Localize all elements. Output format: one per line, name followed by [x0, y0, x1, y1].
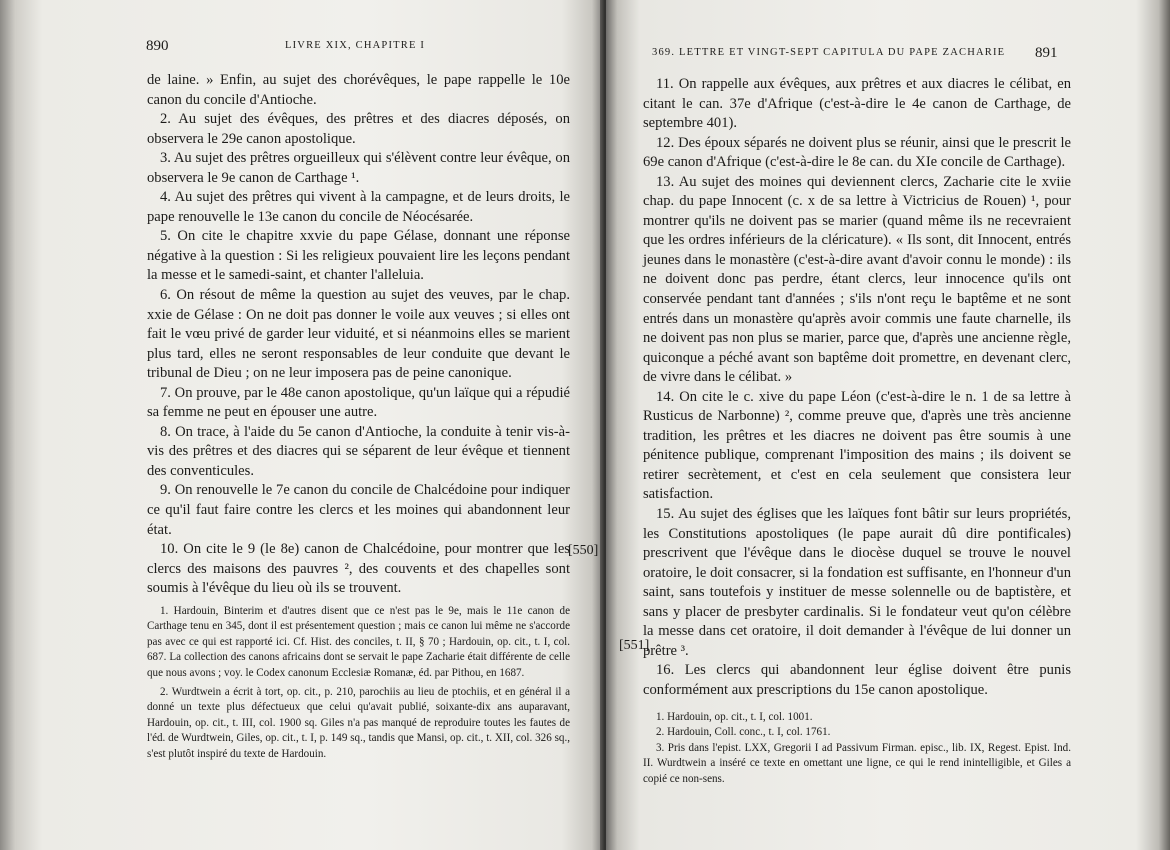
paragraph: 5. On cite le chapitre xxvie du pape Gélase, donnant une réponse négative à la question : Si les religieux pouvaient lire les leçons pendant la messe et le samedi-saint, et chanter l'alleluia. [147, 228, 570, 284]
footnote: 3. Pris dans l'epist. LXX, Gregorii I ad Passivum Firman. episc., lib. IX, Regest. Epist. Ind. II. Wurdtwein a inséré ce texte en omettant une ligne, ce qui le rend inintelligible, et Giles a copié ce non-sens. [643, 741, 1071, 785]
paragraph: 16. Les clercs qui abandonnent leur église doivent être punis conformément aux prescriptions du 15e canon apostolique. [643, 662, 1071, 698]
footnote: 1. Hardouin, Binterim et d'autres disent que ce n'est pas le 9e, mais le 11e canon de Carthage tenu en 345, dont il est présentement question ; mais ce canon lui même ne s'accorde pas avec ce qui est rapporté ici. Cf. Hist. des conciles, t. II, § 70 ; Hardouin, op. cit., t. I, col. 687. La collection des canons africains dont se servait le pape Zacharie était différente de celle que nous avons ; voy. le Codex canonum Ecclesiæ Romanæ, éd. par Pithou, en 1687. [147, 605, 570, 679]
right-page [606, 0, 1170, 850]
footnote: 1. Hardouin, op. cit., t. I, col. 1001. [656, 711, 813, 723]
paragraph: 2. Au sujet des évêques, des prêtres et des diacres déposés, on observera le 29e canon apostolique. [147, 111, 570, 147]
paragraph: 11. On rappelle aux évêques, aux prêtres et aux diacres le célibat, en citant le can. 37e d'Afrique (c'est-à-dire le 4e canon de Carthage, de septembre 401). [643, 76, 1071, 132]
paragraph: 3. Au sujet des prêtres orgueilleux qui s'élèvent contre leur évêque, on observera le 9e canon de Carthage ¹. [147, 150, 570, 186]
left-body [147, 71, 570, 599]
running-head: 369. LETTRE ET VINGT-SEPT CAPITULA DU PAPE ZACHARIE [652, 47, 1006, 58]
paragraph: de laine. » Enfin, au sujet des chorévêques, le pape rappelle le 10e canon du concile d'Antioche. [147, 72, 570, 108]
paragraph: 15. Au sujet des églises que les laïques font bâtir sur leurs propriétés, les Constitutions apostoliques (le pape aurait dû dire pontificales) prescrivent que l'évêque dans le diocèse duquel se trouve le nouvel oratoire, le doit consacrer, si la fondation est suffisante, en l'honneur d'un saint, sans toutefois y instituer de messe solennelle ou de baptistère, et sans y placer de presbyter cardinalis. Si le fondateur veut qu'on célèbre la messe dans cet oratoire, il doit demander à l'évêque de lui donner un prêtre ³. [643, 506, 1071, 659]
paragraph: 4. Au sujet des prêtres qui vivent à la campagne, et de leurs droits, le pape renouvelle le 13e canon du concile de Néocésarée. [147, 189, 570, 225]
paragraph: 6. On résout de même la question au sujet des veuves, par le chap. xxie de Gélase : On ne doit pas donner le voile aux veuves ; si elles ont fait le vœu privé de garder leur viduité, et si néanmoins elles se marient plus tard, elles ne seront responsables de leur conduite que devant le tribunal de Dieu ; on ne leur imposera pas de peine canonique. [147, 287, 570, 382]
paragraph: 12. Des époux séparés ne doivent plus se réunir, ainsi que le prescrit le 69e canon d'Afrique (c'est-à-dire le 8e can. du XIe concile de Carthage). [643, 134, 1071, 171]
paragraph: 9. On renouvelle le 7e canon du concile de Chalcédoine pour indiquer ce qu'il faut faire contre les clercs et les moines qui abandonnent leur état. [147, 482, 570, 538]
right-footnotes [643, 710, 1071, 787]
page-number: 891 [1035, 45, 1058, 61]
margin-page-mark: [550] [568, 543, 599, 558]
page-number: 890 [146, 38, 169, 54]
footnote: 2. Wurdtwein a écrit à tort, op. cit., p. 210, parochiis au lieu de ptochiis, et en général il a donné un texte plus défectueux que celui qu'avait publié, soixante-dix ans auparavant, Hardouin, op. cit., t. III, col. 1900 sq. Giles n'a pas manqué de reproduire toutes les fautes de l'éd. de Wurdtwein, Giles, op. cit., t. I, p. 149 sq., tandis que Mansi, op. cit., t. XII, col. 326 sq., s'est plutôt inspiré du texte de Hardouin. [147, 686, 570, 760]
footnote: 2. Hardouin, Coll. conc., t. I, col. 1761. [656, 726, 831, 739]
paragraph: 7. On prouve, par le 48e canon apostolique, qu'un laïque qui a répudié sa femme ne peut en épouser une autre. [147, 384, 570, 421]
paragraph: 14. On cite le c. xive du pape Léon (c'est-à-dire le n. 1 de sa lettre à Rusticus de Narbonne) ², comme preuve que, d'après une très ancienne tradition, les prêtres et les diacres ne doivent pas être soumis à une pénitence publique, comprenant l'imposition des mains ; ils doivent se retirer secrètement, et c'est en cela seulement que consistera leur satisfaction. [643, 388, 1071, 503]
margin-page-mark: [551] [619, 638, 650, 653]
left-footnotes [147, 604, 570, 762]
paragraph: 8. On trace, à l'aide du 5e canon d'Antioche, la conduite à tenir vis-à-vis des prêtres et des diacres qui se séparent de leur évêque et tiennent des conventicules. [147, 423, 570, 479]
running-head: LIVRE XIX, CHAPITRE I [285, 40, 426, 51]
paragraph: 13. Au sujet des moines qui deviennent clercs, Zacharie cite le xviie chap. du pape Innocent (c. x de sa lettre à Victricius de Rouen) ¹, pour montrer qu'ils ne doivent pas se marier (quand même ils ne recevraient que les ordres inférieurs de la cléricature). « Ils sont, dit Innocent, entrés jeunes dans le monastère (c'est-à-dire avant d'avoir connu le monde) : ils ne doivent donc pas perdre, étant clercs, leur innocence qu'ils ont conservée pendant tant d'années ; s'ils n'ont reçu le baptême et ne sont entrés dans un monastère qu'après avoir commis une faute charnelle, ils ne doivent pas non plus se marier, parce que, d'après une ancienne règle, quiconque a péché avant son baptême doit promettre, en devenant clerc, de vivre dans le célibat. » [643, 173, 1071, 386]
paragraph: 10. On cite le 9 (le 8e) canon de Chalcédoine, pour montrer que les clercs des maisons des pauvres ², des couvents et des chapelles sont soumis à l'évêque du lieu où ils se trouvent. [147, 541, 570, 597]
right-body [643, 75, 1071, 701]
